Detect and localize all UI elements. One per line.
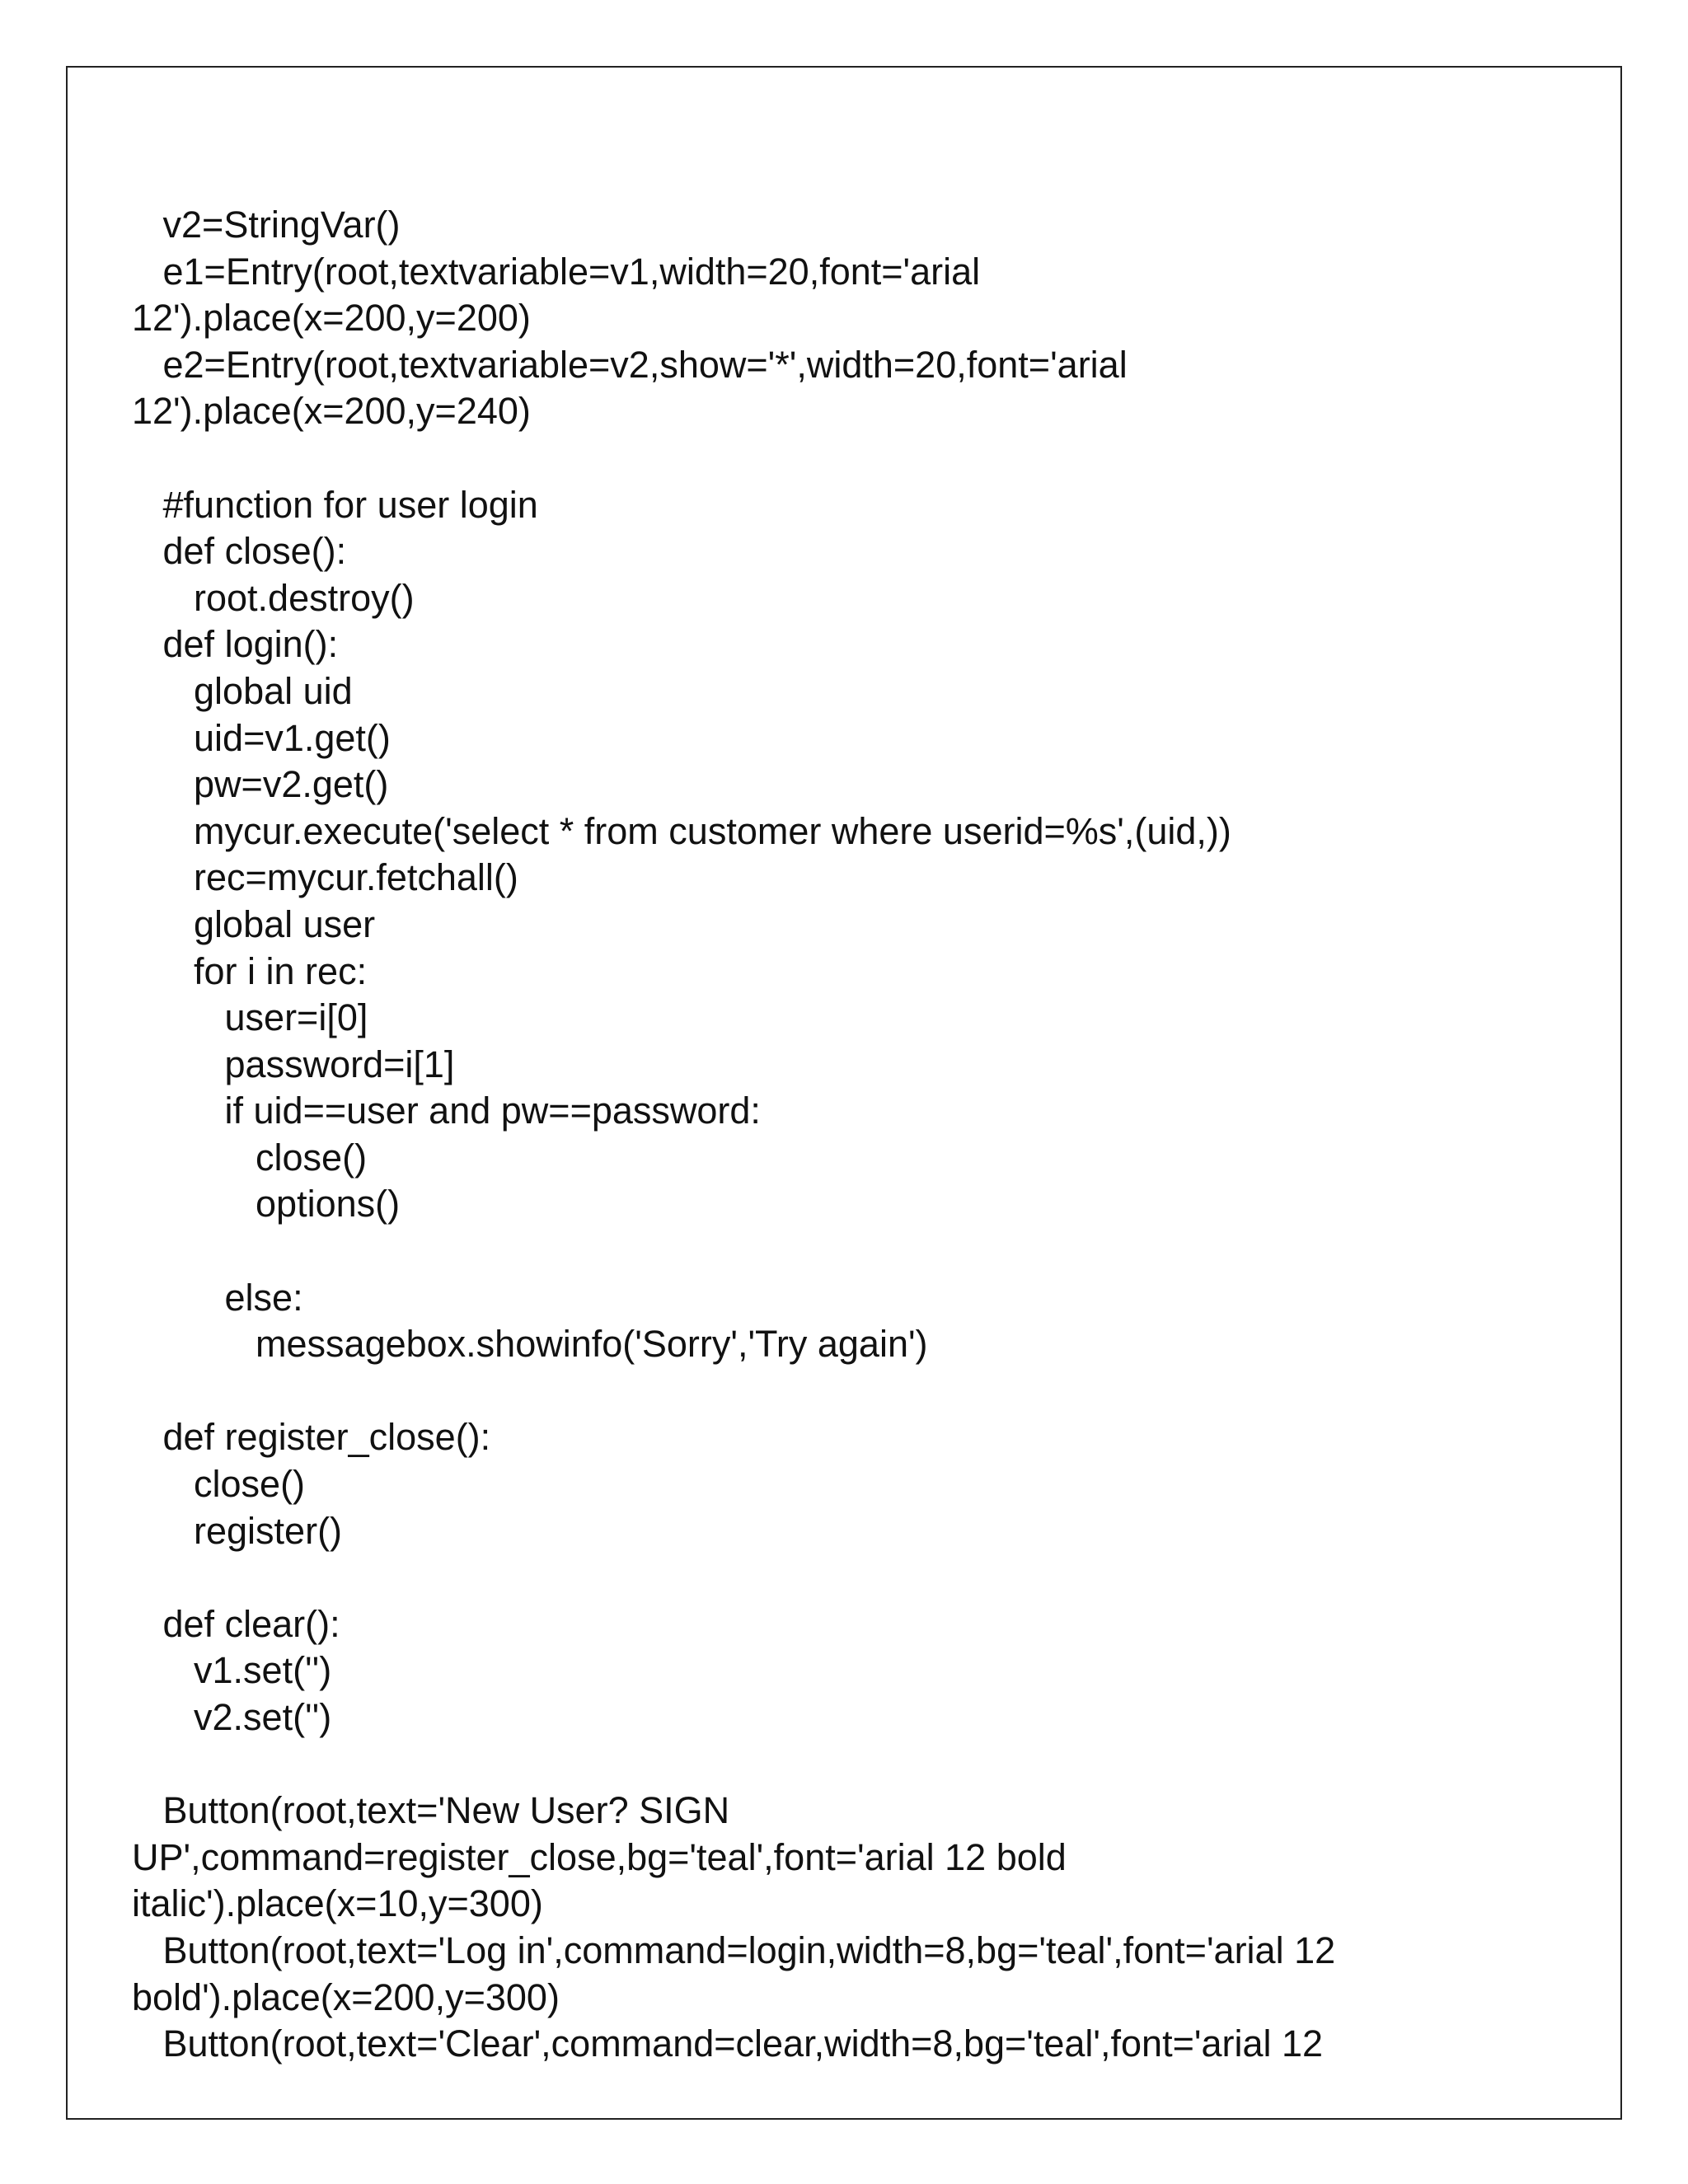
code-line: if uid==user and pw==password:: [132, 1090, 761, 1132]
code-line: #function for user login: [132, 483, 538, 526]
code-line: bold').place(x=200,y=300): [132, 1975, 560, 2018]
code-line: v1.set(''): [132, 1649, 332, 1692]
code-line: v2.set(''): [132, 1696, 332, 1738]
code-line: rec=mycur.fetchall(): [132, 856, 518, 899]
code-line: Button(root,text='New User? SIGN: [132, 1789, 730, 1832]
code-line: v2=StringVar(): [132, 204, 401, 246]
code-line: italic').place(x=10,y=300): [132, 1882, 543, 1925]
code-line: close(): [132, 1463, 306, 1506]
code-line: options(): [132, 1183, 401, 1226]
code-line: def close():: [132, 530, 347, 573]
code-line: root.destroy(): [132, 576, 415, 619]
code-line: [132, 1368, 1517, 1415]
code-line: register(): [132, 1509, 343, 1552]
code-line: pw=v2.get(): [132, 763, 389, 806]
code-line: global uid: [132, 669, 353, 712]
code-line: Button(root,text='Log in',command=login,width=8,bg='teal',font='arial 12: [132, 1929, 1336, 1971]
code-line: 12').place(x=200,y=240): [132, 390, 531, 433]
code-line: messagebox.showinfo('Sorry','Try again'): [132, 1323, 928, 1366]
code-line: UP',command=register_close,bg='teal',font='arial 12 bold: [132, 1835, 1067, 1878]
code-line: mycur.execute('select * from customer where userid=%s',(uid,)): [132, 809, 1231, 852]
code-line: password=i[1]: [132, 1043, 455, 1085]
code-line: def login():: [132, 623, 339, 666]
code-line: def register_close():: [132, 1416, 491, 1459]
code-line: user=i[0]: [132, 996, 368, 1039]
code-line: close(): [132, 1136, 368, 1179]
code-line: for i in rec:: [132, 949, 368, 992]
code-line: global user: [132, 902, 376, 945]
code-line: def clear():: [132, 1602, 340, 1645]
code-line: [132, 1554, 1517, 1601]
code-listing: [132, 202, 1517, 2068]
code-line: 12').place(x=200,y=200): [132, 297, 531, 340]
code-line: [132, 1228, 1517, 1275]
code-line: uid=v1.get(): [132, 716, 391, 759]
code-line: else:: [132, 1276, 303, 1319]
code-line: Button(root,text='Clear',command=clear,width=8,bg='teal',font='arial 12: [132, 2022, 1324, 2065]
code-line: e1=Entry(root,textvariable=v1,width=20,font='arial: [132, 250, 981, 293]
code-line: e2=Entry(root,textvariable=v2,show='*',width=20,font='arial: [132, 343, 1128, 386]
code-line: [132, 1741, 1517, 1788]
code-line: [132, 435, 1517, 482]
